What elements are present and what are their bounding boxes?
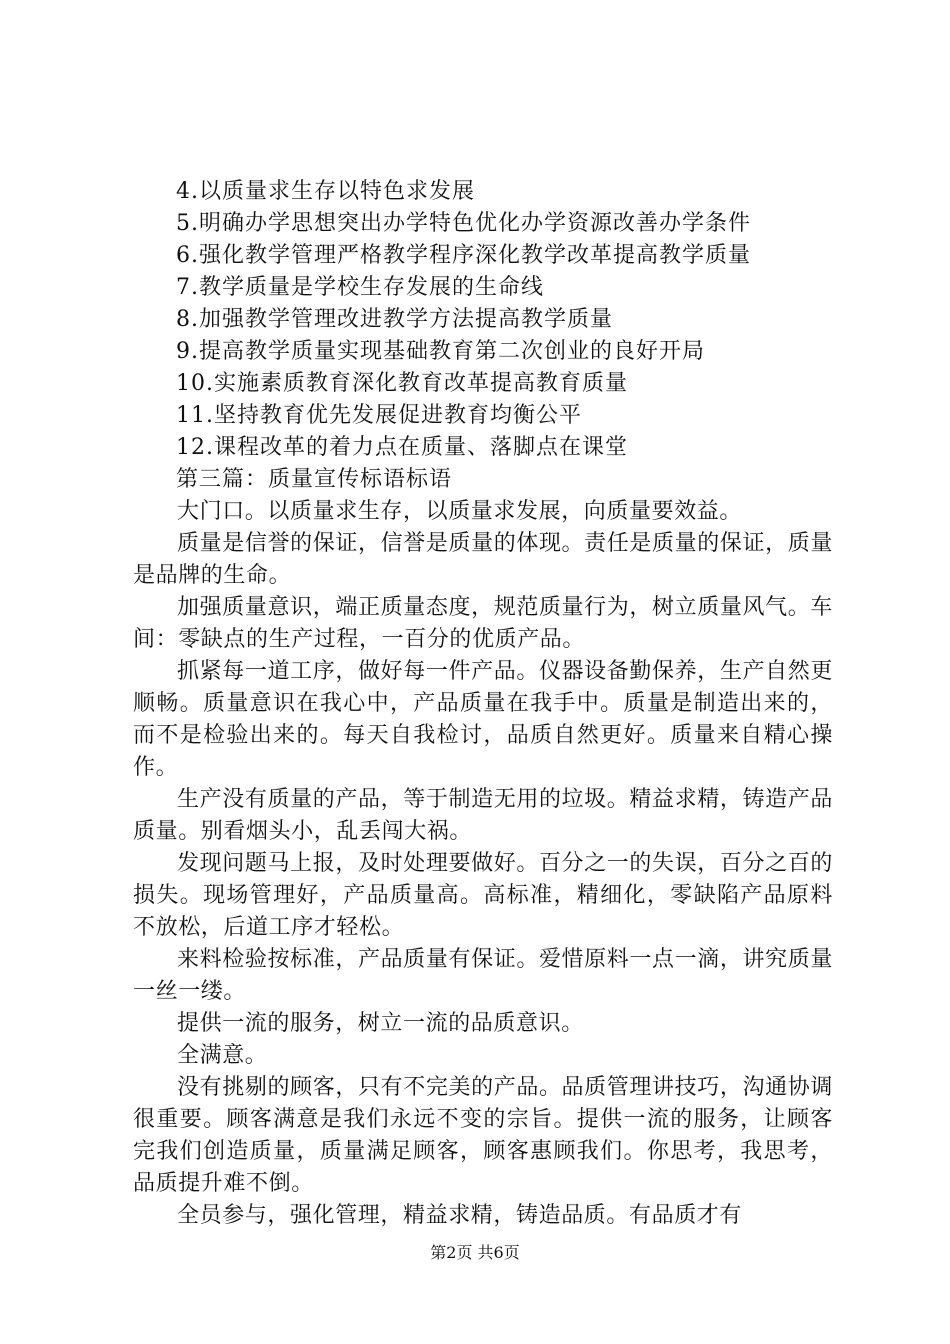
page-number-footer: 第2页 共6页 (430, 1243, 520, 1262)
list-item: 4.以质量求生存以特色求发展 (176, 179, 475, 204)
paragraph: 来料检验按标准，产品质量有保证。爱惜原料一点一滴，讲究质量一丝一缕。 (133, 947, 833, 1004)
list-item: 11.坚持教育优先发展促进教育均衡公平 (176, 403, 582, 428)
document-body (133, 176, 833, 1232)
list-item: 12.课程改革的着力点在质量、落脚点在课堂 (176, 435, 628, 460)
paragraph: 抓紧每一道工序，做好每一件产品。仪器设备勤保养，生产自然更顺畅。质量意识在我心中，产品质量在我手中。质量是制造出来的，而不是检验出来的。每天自我检讨，品质自然更好。质量来自精心操作。 (133, 659, 833, 780)
paragraph: 发现问题马上报，及时处理要做好。百分之一的失误，百分之百的损失。现场管理好，产品质量高。高标准，精细化，零缺陷产品原料不放松，后道工序才轻松。 (133, 851, 833, 940)
paragraph: 大门口。以质量求生存，以质量求发展，向质量要效益。 (177, 499, 743, 524)
section-heading: 第三篇：质量宣传标语标语 (176, 467, 453, 492)
paragraph: 全员参与，强化管理，精益求精，铸造品质。有品质才有 (177, 1203, 743, 1228)
paragraph: 全满意。 (177, 1043, 268, 1068)
list-item: 6.强化教学管理严格教学程序深化教学改革提高教学质量 (176, 243, 751, 268)
paragraph: 生产没有质量的产品，等于制造无用的垃圾。精益求精，铸造产品质量。别看烟头小，乱丢闯大祸。 (133, 787, 833, 844)
paragraph: 没有挑剔的顾客，只有不完美的产品。品质管理讲技巧，沟通协调很重要。顾客满意是我们永远不变的宗旨。提供一流的服务，让顾客完我们创造质量，质量满足顾客，顾客惠顾我们。你思考，我思考，品质提升难不倒。 (133, 1075, 833, 1196)
list-item: 9.提高教学质量实现基础教育第二次创业的良好开局 (176, 339, 705, 364)
list-item: 5.明确办学思想突出办学特色优化办学资源改善办学条件 (176, 211, 751, 236)
list-item: 10.实施素质教育深化教育改革提高教育质量 (176, 371, 628, 396)
paragraph: 质量是信誉的保证，信誉是质量的体现。责任是质量的保证，质量是品牌的生命。 (133, 531, 833, 588)
paragraph: 提供一流的服务，树立一流的品质意识。 (177, 1011, 584, 1036)
paragraph: 加强质量意识，端正质量态度，规范质量行为，树立质量风气。车间：零缺点的生产过程，一百分的优质产品。 (133, 595, 833, 652)
list-item: 8.加强教学管理改进教学方法提高教学质量 (176, 307, 613, 332)
list-item: 7.教学质量是学校生存发展的生命线 (176, 275, 544, 300)
